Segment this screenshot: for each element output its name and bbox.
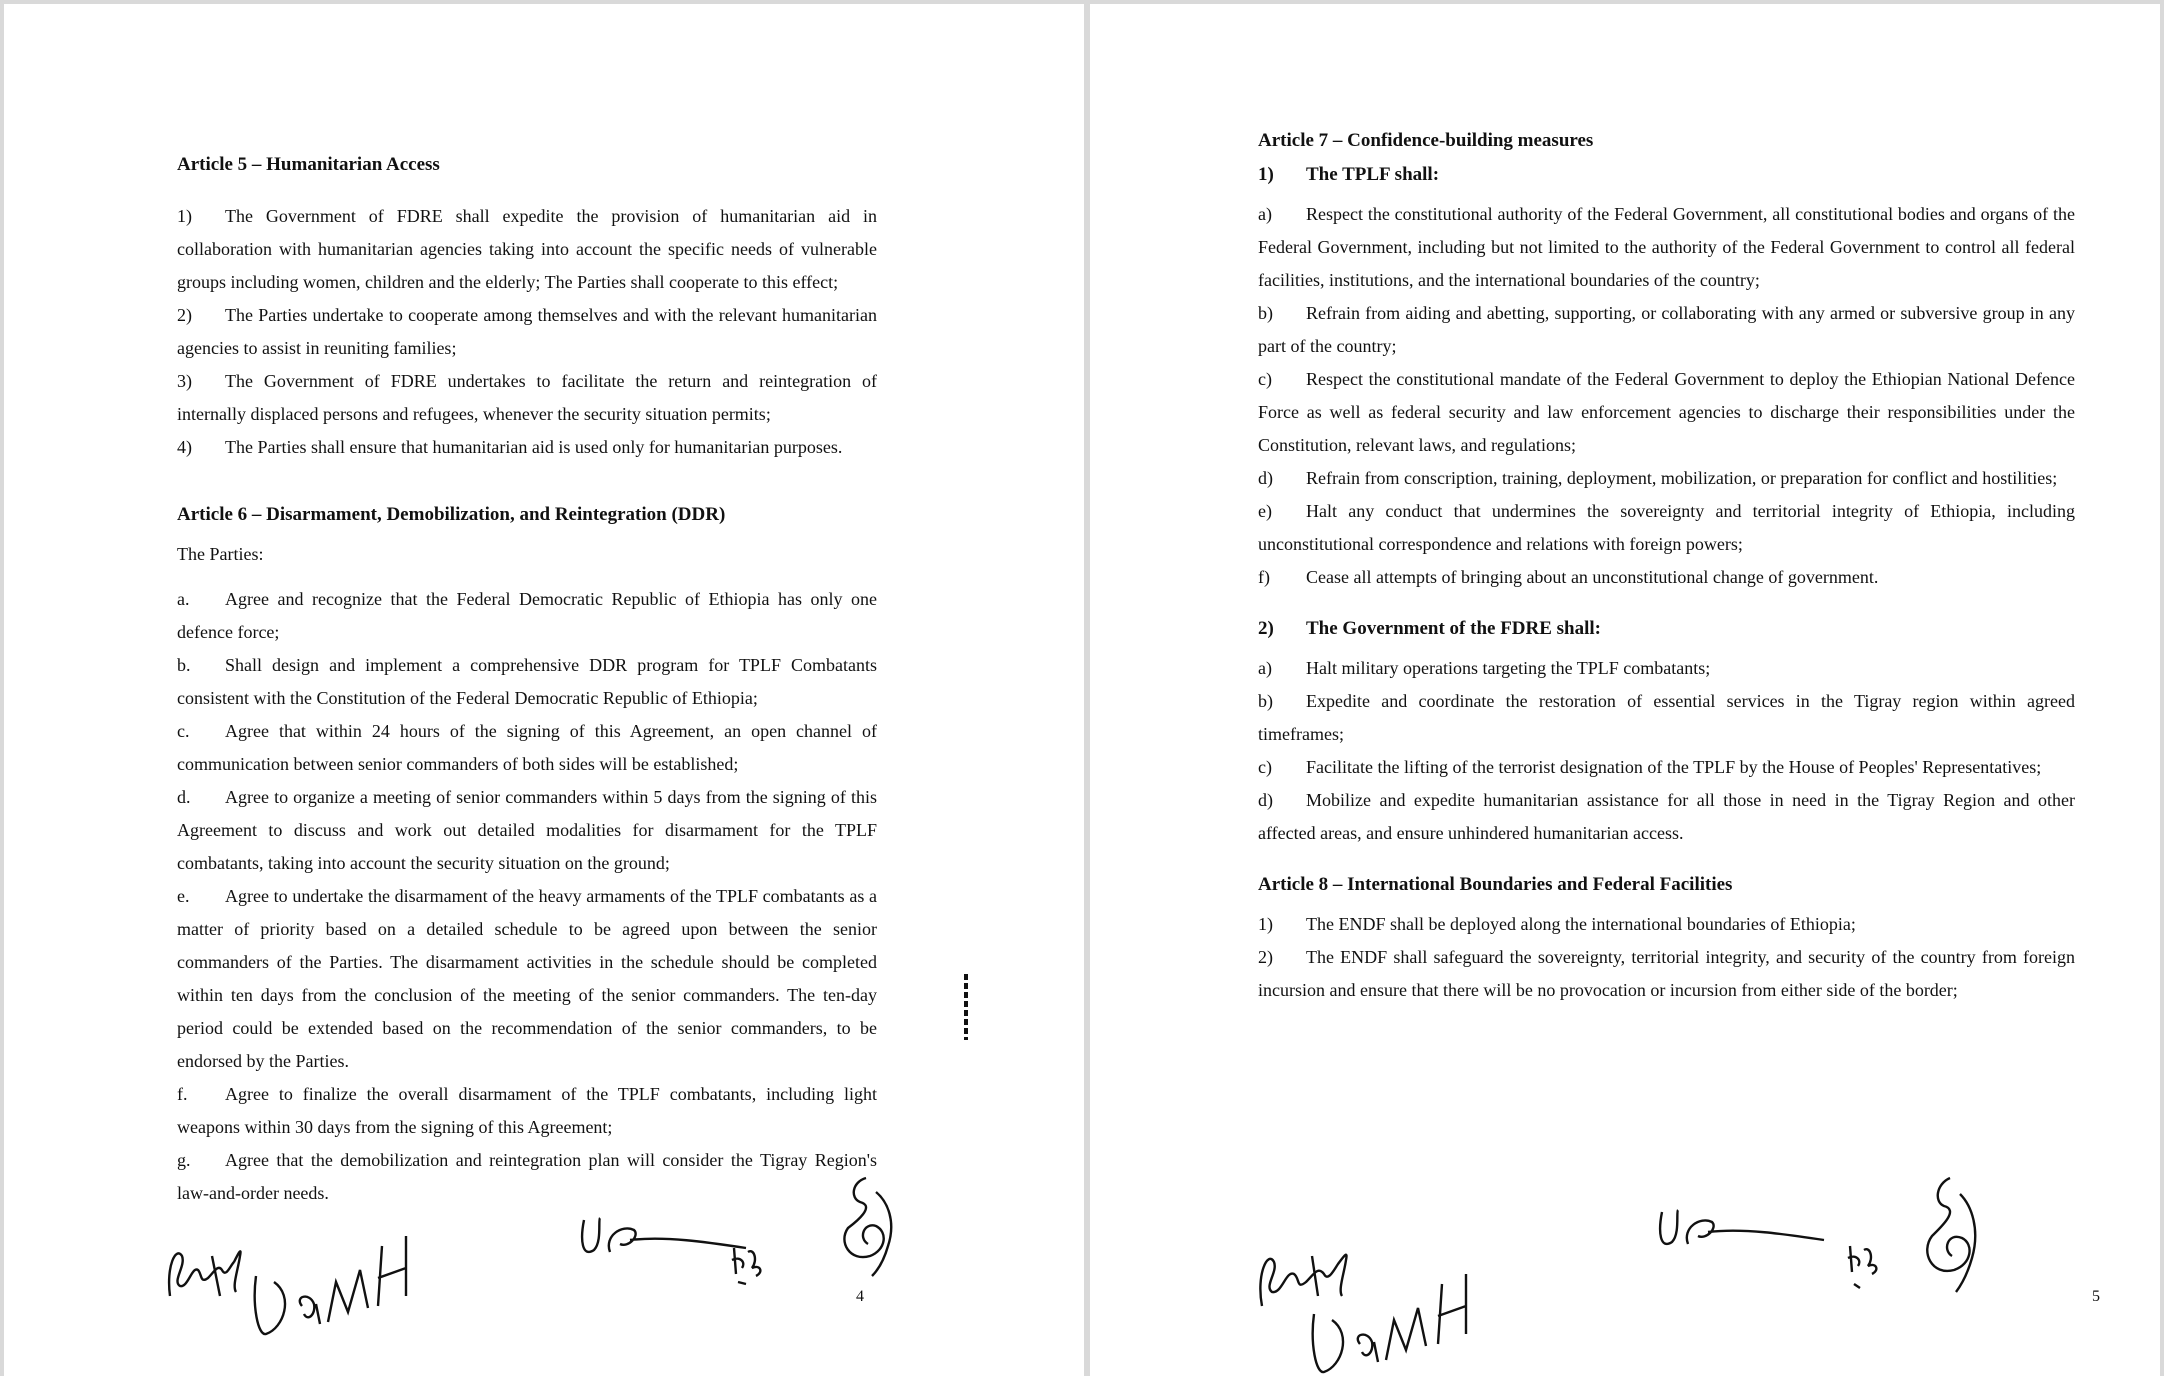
article8-item: 1) The ENDF shall be deployed along the international boundaries of Ethiopia; bbox=[1258, 914, 1856, 934]
page-number: 5 bbox=[2092, 1288, 2100, 1305]
article7-section2-list bbox=[1258, 652, 2075, 850]
article5-item: 1) The Government of FDRE shall expedite the provision of humanitarian aid in collaboration with humanitarian agencies taking into account the specific needs of vulnerable groups including women, children and the elderly; The Parties shall cooperate to this effect; bbox=[177, 206, 877, 292]
article8-list bbox=[1258, 908, 2075, 1007]
article7-item: c) Facilitate the lifting of the terrorist designation of the TPLF by the House of Peoples' Representatives; bbox=[1258, 757, 2042, 777]
article7-item: a) Respect the constitutional authority of the Federal Government, all constitutional bodies and organs of the Federal Government, including but not limited to the authority of the Federal Government to control all federal facilities, institutions, and the international boundaries of the country; bbox=[1258, 204, 2075, 290]
signature-4-right bbox=[1840, 1236, 1900, 1296]
article5-list bbox=[177, 200, 877, 464]
article7-item: c) Respect the constitutional mandate of the Federal Government to deploy the Ethiopian National Defence Force as well as federal security and law enforcement agencies to discharge their responsibilities under the Constitution, relevant laws, and regulations; bbox=[1258, 369, 2075, 455]
article7-item: b) Expedite and coordinate the restoration of essential services in the Tigray region within agreed timeframes; bbox=[1258, 691, 2075, 744]
article6-item: a. Agree and recognize that the Federal Democratic Republic of Ethiopia has only one defence force; bbox=[177, 589, 877, 642]
document-page-left bbox=[4, 4, 1084, 1376]
binder-mark bbox=[964, 974, 968, 1040]
signature-2-right bbox=[1292, 1230, 1492, 1376]
page-number: 4 bbox=[856, 1288, 864, 1305]
page-right-content bbox=[1258, 130, 2075, 1007]
signature-3-right bbox=[1654, 1192, 1844, 1272]
article6-list bbox=[177, 583, 877, 1210]
article6-item: d. Agree to organize a meeting of senior commanders within 5 days from the signing of this Agreement to discuss and work out detailed modalities for disarmament for the TPLF combatants, taking into account the security situation on the ground; bbox=[177, 787, 877, 873]
article7-section2-heading: 2) The Government of the FDRE shall: bbox=[1258, 618, 1602, 639]
article5-item: 2) The Parties undertake to cooperate among themselves and with the relevant humanitarian agencies to assist in reuniting families; bbox=[177, 305, 877, 358]
signature-4-left bbox=[724, 1238, 784, 1288]
article6-item: g. Agree that the demobilization and reintegration plan will consider the Tigray Region's law-and-order needs. bbox=[177, 1150, 877, 1203]
page-left-content bbox=[177, 154, 877, 1210]
article6-heading: Article 6 – Disarmament, Demobilization, and Reintegration (DDR) bbox=[177, 504, 726, 525]
article7-item: d) Refrain from conscription, training, deployment, mobilization, or preparation for conflict and hostilities; bbox=[1258, 468, 2058, 488]
article6-item: b. Shall design and implement a comprehensive DDR program for TPLF Combatants consistent with the Constitution of the Federal Democratic Republic of Ethiopia; bbox=[177, 655, 877, 708]
article7-item: a) Halt military operations targeting the TPLF combatants; bbox=[1258, 658, 1711, 678]
signature-2-left bbox=[244, 1196, 434, 1346]
article6-item: f. Agree to finalize the overall disarmament of the TPLF combatants, including light weapons within 30 days from the signing of this Agreement; bbox=[177, 1084, 877, 1137]
article7-item: d) Mobilize and expedite humanitarian assistance for all those in need in the Tigray Region and other affected areas, and ensure unhindered humanitarian access. bbox=[1258, 790, 2075, 843]
article7-section1-heading: 1) The TPLF shall: bbox=[1258, 164, 1440, 185]
article5-item: 4) The Parties shall ensure that humanitarian aid is used only for humanitarian purposes. bbox=[177, 437, 843, 457]
article8-heading: Article 8 – International Boundaries and Federal Facilities bbox=[1258, 874, 1733, 895]
signature-5-left bbox=[836, 1172, 906, 1282]
article6-item: c. Agree that within 24 hours of the signing of this Agreement, an open channel of communication between senior commanders of both sides will be established; bbox=[177, 721, 877, 774]
article6-item: e. Agree to undertake the disarmament of the heavy armaments of the TPLF combatants as a matter of priority based on a detailed schedule to be agreed upon between the senior commanders of the Parties. The disarmament activities in the schedule should be completed within ten days from the conclusion of the meeting of the senior commanders. The ten-day period could be extended based on the recommendation of the senior commanders, to be endorsed by the Parties. bbox=[177, 886, 877, 1071]
article7-heading: Article 7 – Confidence-building measures bbox=[1258, 130, 1594, 151]
article5-item: 3) The Government of FDRE undertakes to facilitate the return and reintegration of internally displaced persons and refugees, whenever the security situation permits; bbox=[177, 371, 877, 424]
article5-heading: Article 5 – Humanitarian Access bbox=[177, 154, 440, 175]
signature-5-right bbox=[1914, 1172, 1994, 1302]
article7-item: f) Cease all attempts of bringing about an unconstitutional change of government. bbox=[1258, 567, 1879, 587]
document-page-right bbox=[1090, 4, 2160, 1376]
article8-item: 2) The ENDF shall safeguard the sovereignty, territorial integrity, and security of the country from foreign incursion and ensure that there will be no provocation or incursion from either side of the border; bbox=[1258, 947, 2075, 1000]
article7-item: e) Halt any conduct that undermines the sovereignty and territorial integrity of Ethiopia, including unconstitutional correspondence and relations with foreign powers; bbox=[1258, 501, 2075, 554]
article6-intro: The Parties: bbox=[177, 544, 264, 564]
article7-item: b) Refrain from aiding and abetting, supporting, or collaborating with any armed or subversive group in any part of the country; bbox=[1258, 303, 2075, 356]
article7-section1-list bbox=[1258, 198, 2075, 594]
